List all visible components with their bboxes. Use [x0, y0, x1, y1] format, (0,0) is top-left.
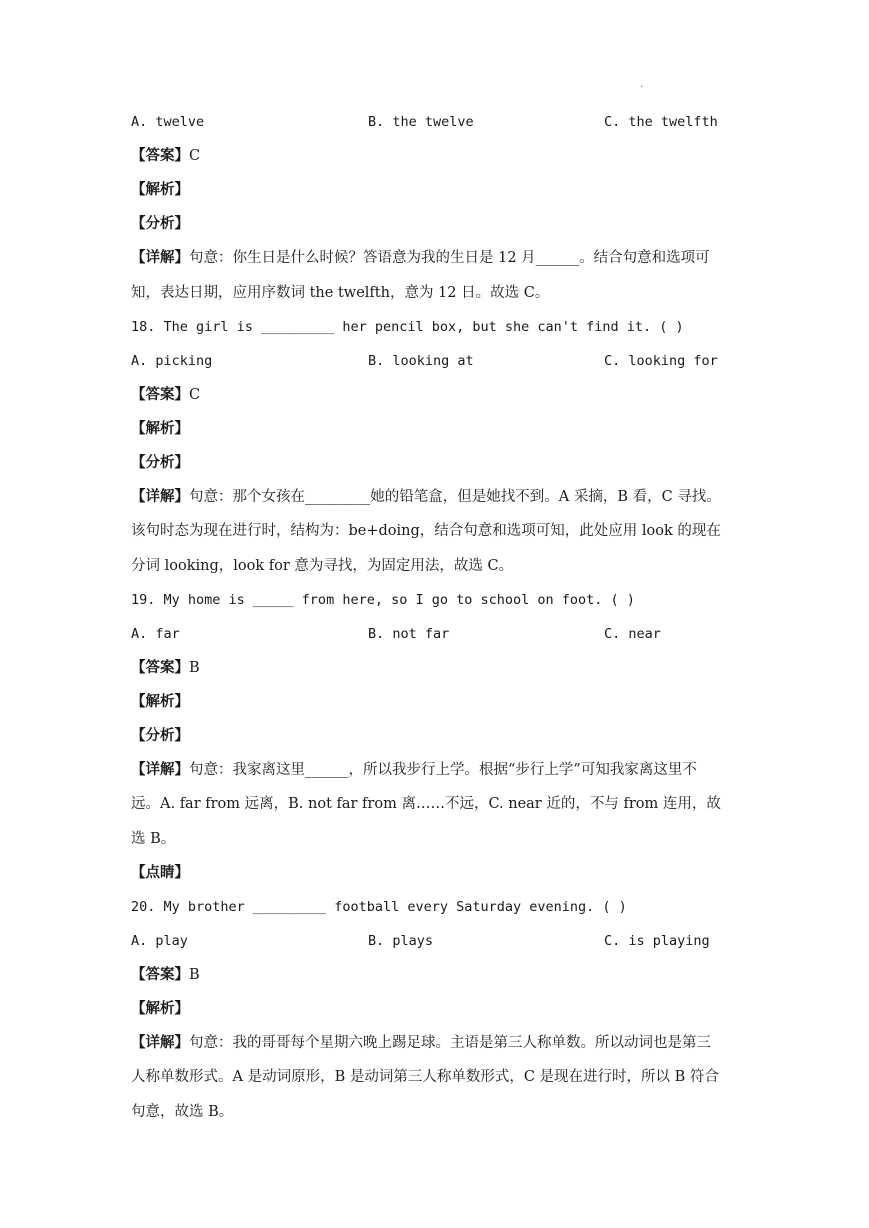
q18-detail-line-1	[131, 487, 751, 507]
detail-tag: 【详解】	[131, 1034, 189, 1051]
q20-option-c: C. is playing	[604, 933, 710, 949]
header-dot: ·	[640, 82, 644, 93]
detail-text: 句意：你生日是什么时候？答语意为我的生日是 12 月______。结合句意和选项可	[189, 250, 710, 266]
q18-option-b: B. looking at	[368, 353, 474, 369]
q17-option-b: B. the twelve	[368, 114, 474, 130]
q19-option-a: A. far	[131, 626, 180, 642]
q19-jiexi: 【解析】	[131, 693, 189, 710]
q20-jiexi: 【解析】	[131, 1000, 189, 1017]
answer-tag: 【答案】	[131, 386, 189, 403]
q20-answer	[131, 965, 751, 985]
q17-detail-line-2: 知，表达日期，应用序数词 the twelfth，意为 12 日。故选 C。	[131, 285, 550, 301]
answer-value: B	[189, 967, 200, 983]
q17-answer	[131, 146, 751, 166]
q18-option-c: C. looking for	[604, 353, 718, 369]
detail-text: 句意：我的哥哥每个星期六晚上踢足球。主语是第三人称单数。所以动词也是第三	[189, 1035, 711, 1051]
q18-fenxi: 【分析】	[131, 454, 189, 471]
answer-value: C	[189, 148, 201, 164]
detail-text: 句意：那个女孩在_________她的铅笔盒，但是她找不到。A 采摘，B 看，C 寻找。	[189, 489, 721, 505]
q18-jiexi: 【解析】	[131, 420, 189, 437]
q19-option-b: B. not far	[368, 626, 450, 642]
q17-option-c: C. the twelfth	[604, 114, 718, 130]
q20-detail-line-1	[131, 1033, 751, 1053]
q19-dianjing: 【点睛】	[131, 864, 189, 881]
q17-jiexi: 【解析】	[131, 181, 189, 198]
q20-detail-line-2: 人称单数形式。A 是动词原形，B 是动词第三人称单数形式，C 是现在进行时，所以 B 符合	[131, 1069, 719, 1085]
q19-detail-line-3: 选 B。	[131, 831, 176, 847]
q18-question: 18. The girl is _________ her pencil box, but she can't find it. ( )	[131, 319, 684, 335]
q17-detail-line-1	[131, 248, 751, 268]
q19-fenxi: 【分析】	[131, 727, 189, 744]
detail-tag: 【详解】	[131, 249, 189, 266]
q19-option-c: C. near	[604, 626, 661, 642]
q20-detail-line-3: 句意，故选 B。	[131, 1104, 234, 1120]
q20-question: 20. My brother _________ football every Saturday evening. ( )	[131, 899, 627, 915]
q18-detail-line-2: 该句时态为现在进行时，结构为：be+doing，结合句意和选项可知，此处应用 look 的现在	[131, 523, 721, 539]
q17-option-a: A. twelve	[131, 114, 205, 130]
q18-detail-line-3: 分词 looking，look for 意为寻找，为固定用法，故选 C。	[131, 558, 514, 574]
answer-tag: 【答案】	[131, 966, 189, 983]
q17-fenxi: 【分析】	[131, 215, 189, 232]
detail-text: 句意：我家离这里______，所以我步行上学。根据“步行上学”可知我家离这里不	[189, 762, 697, 778]
answer-tag: 【答案】	[131, 659, 189, 676]
detail-tag: 【详解】	[131, 761, 189, 778]
q18-answer	[131, 385, 751, 405]
q19-answer	[131, 658, 751, 678]
answer-value: C	[189, 387, 201, 403]
q20-option-b: B. plays	[368, 933, 434, 949]
q18-option-a: A. picking	[131, 353, 213, 369]
q19-detail-line-1	[131, 760, 751, 780]
answer-value: B	[189, 660, 200, 676]
q20-option-a: A. play	[131, 933, 188, 949]
q19-question: 19. My home is _____ from here, so I go to school on foot. ( )	[131, 592, 635, 608]
q19-detail-line-2: 远。A. far from 远离，B. not far from 离……不远，C. near 近的，不与 from 连用，故	[131, 796, 721, 812]
detail-tag: 【详解】	[131, 488, 189, 505]
answer-tag: 【答案】	[131, 147, 189, 164]
